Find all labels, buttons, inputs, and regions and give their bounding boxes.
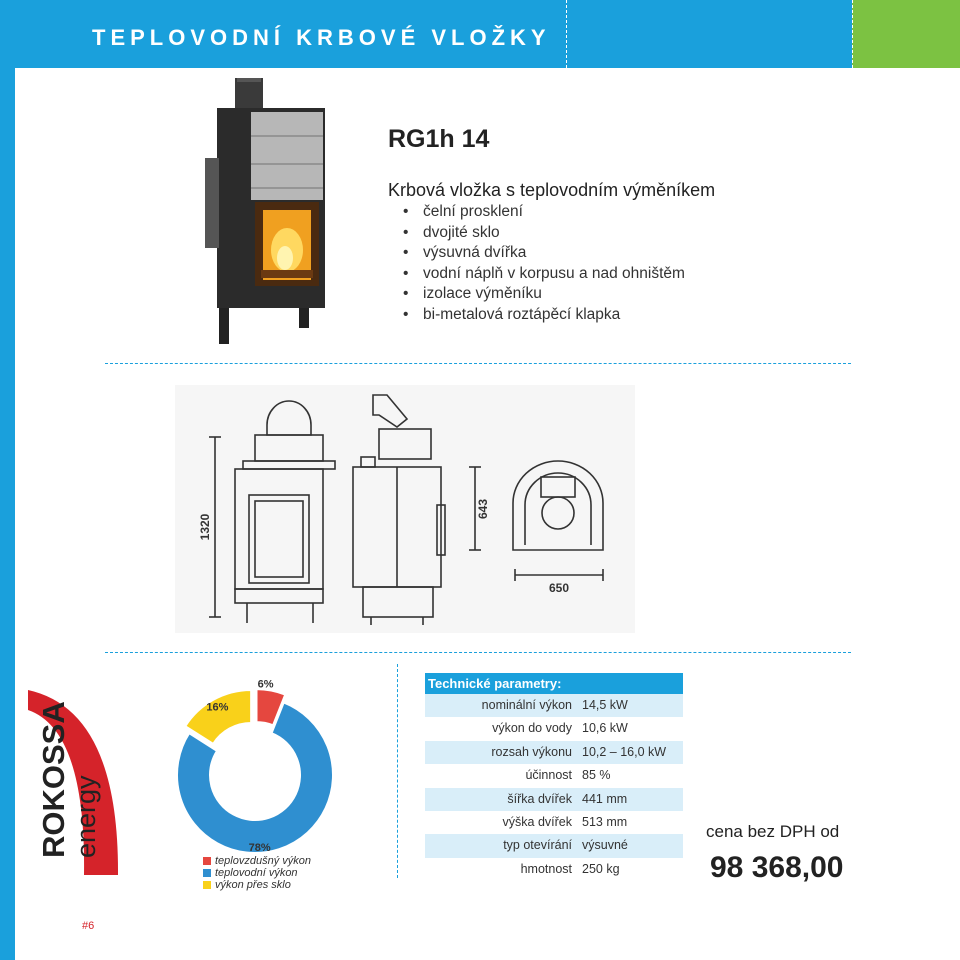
feature-item: • vodní náplň v korpusu a nad ohništěm	[403, 264, 685, 285]
legend-label: teplovodní výkon	[215, 867, 298, 879]
spec-value: 250 kg	[582, 861, 620, 876]
price-value: 98 368,00	[710, 851, 844, 884]
spec-key: účinnost	[525, 768, 572, 783]
slice-label: 6%	[257, 680, 274, 691]
header-divider	[852, 0, 853, 68]
dimension-width: 650	[548, 581, 570, 595]
spec-row	[425, 858, 683, 881]
legend-item	[203, 855, 311, 867]
chart-legend	[203, 855, 311, 891]
section-divider	[105, 363, 851, 364]
spec-row	[425, 788, 683, 811]
logo-sub: energy	[71, 775, 101, 858]
legend-item	[203, 879, 311, 891]
header-corner	[852, 0, 960, 68]
page-title: TEPLOVODNÍ KRBOVÉ VLOŽKY	[92, 25, 551, 50]
spec-row	[425, 811, 683, 834]
product-title: RG1h 14	[388, 125, 490, 153]
dimension-height: 1320	[198, 513, 212, 541]
slice-label: 78%	[248, 841, 271, 854]
section-divider	[105, 652, 851, 653]
spec-key: výška dvířek	[502, 814, 572, 829]
product-subtitle: Krbová vložka s teplovodním výměníkem	[388, 180, 716, 200]
feature-item: • výsuvná dvířka	[403, 243, 685, 264]
spec-key: šířka dvířek	[507, 791, 572, 806]
slice-glass-power	[185, 690, 251, 744]
header-divider	[566, 0, 567, 68]
spec-row	[425, 764, 683, 787]
legend-swatch	[203, 881, 211, 889]
spec-key: nominální výkon	[481, 698, 572, 712]
spec-row	[425, 694, 683, 717]
feature-item: • izolace výměníku	[403, 284, 685, 305]
dimension-depth: 643	[476, 498, 490, 520]
column-divider	[397, 664, 398, 878]
legend-item	[203, 867, 311, 879]
spec-value: 10,6 kW	[582, 721, 628, 736]
feature-item: • dvojité sklo	[403, 223, 685, 244]
technical-drawing	[175, 385, 635, 633]
legend-swatch	[203, 869, 211, 877]
spec-value: 14,5 kW	[582, 698, 628, 712]
legend-label: teplovzdušný výkon	[215, 855, 311, 867]
spec-row	[425, 741, 683, 764]
spec-value: 10,2 – 16,0 kW	[582, 744, 667, 759]
spec-row	[425, 717, 683, 740]
spec-value: 441 mm	[582, 791, 628, 806]
feature-item: • bi-metalová roztápěcí klapka	[403, 305, 685, 326]
spec-key: rozsah výkonu	[491, 744, 572, 759]
feature-list	[403, 202, 685, 325]
spec-row	[425, 834, 683, 857]
left-accent-bar	[0, 0, 15, 960]
spec-table	[425, 673, 683, 881]
product-photo	[205, 78, 335, 348]
legend-swatch	[203, 857, 211, 865]
spec-value: 85 %	[582, 768, 611, 783]
spec-key: hmotnost	[520, 861, 572, 876]
page-number: #6	[82, 920, 95, 932]
price-label: cena bez DPH od	[706, 822, 840, 841]
legend-label: výkon přes sklo	[215, 879, 291, 891]
power-share-chart	[170, 680, 340, 880]
logo-brand: ROKOSSA	[36, 701, 71, 858]
rokossa-logo	[24, 690, 119, 875]
spec-heading: Technické parametry:	[425, 673, 683, 694]
slice-label: 16%	[206, 701, 229, 714]
spec-key: typ otevírání	[503, 838, 572, 853]
feature-item: • čelní prosklení	[403, 202, 685, 223]
spec-value: 513 mm	[582, 814, 628, 829]
spec-value: výsuvné	[582, 838, 628, 853]
spec-key: výkon do vody	[492, 721, 572, 736]
